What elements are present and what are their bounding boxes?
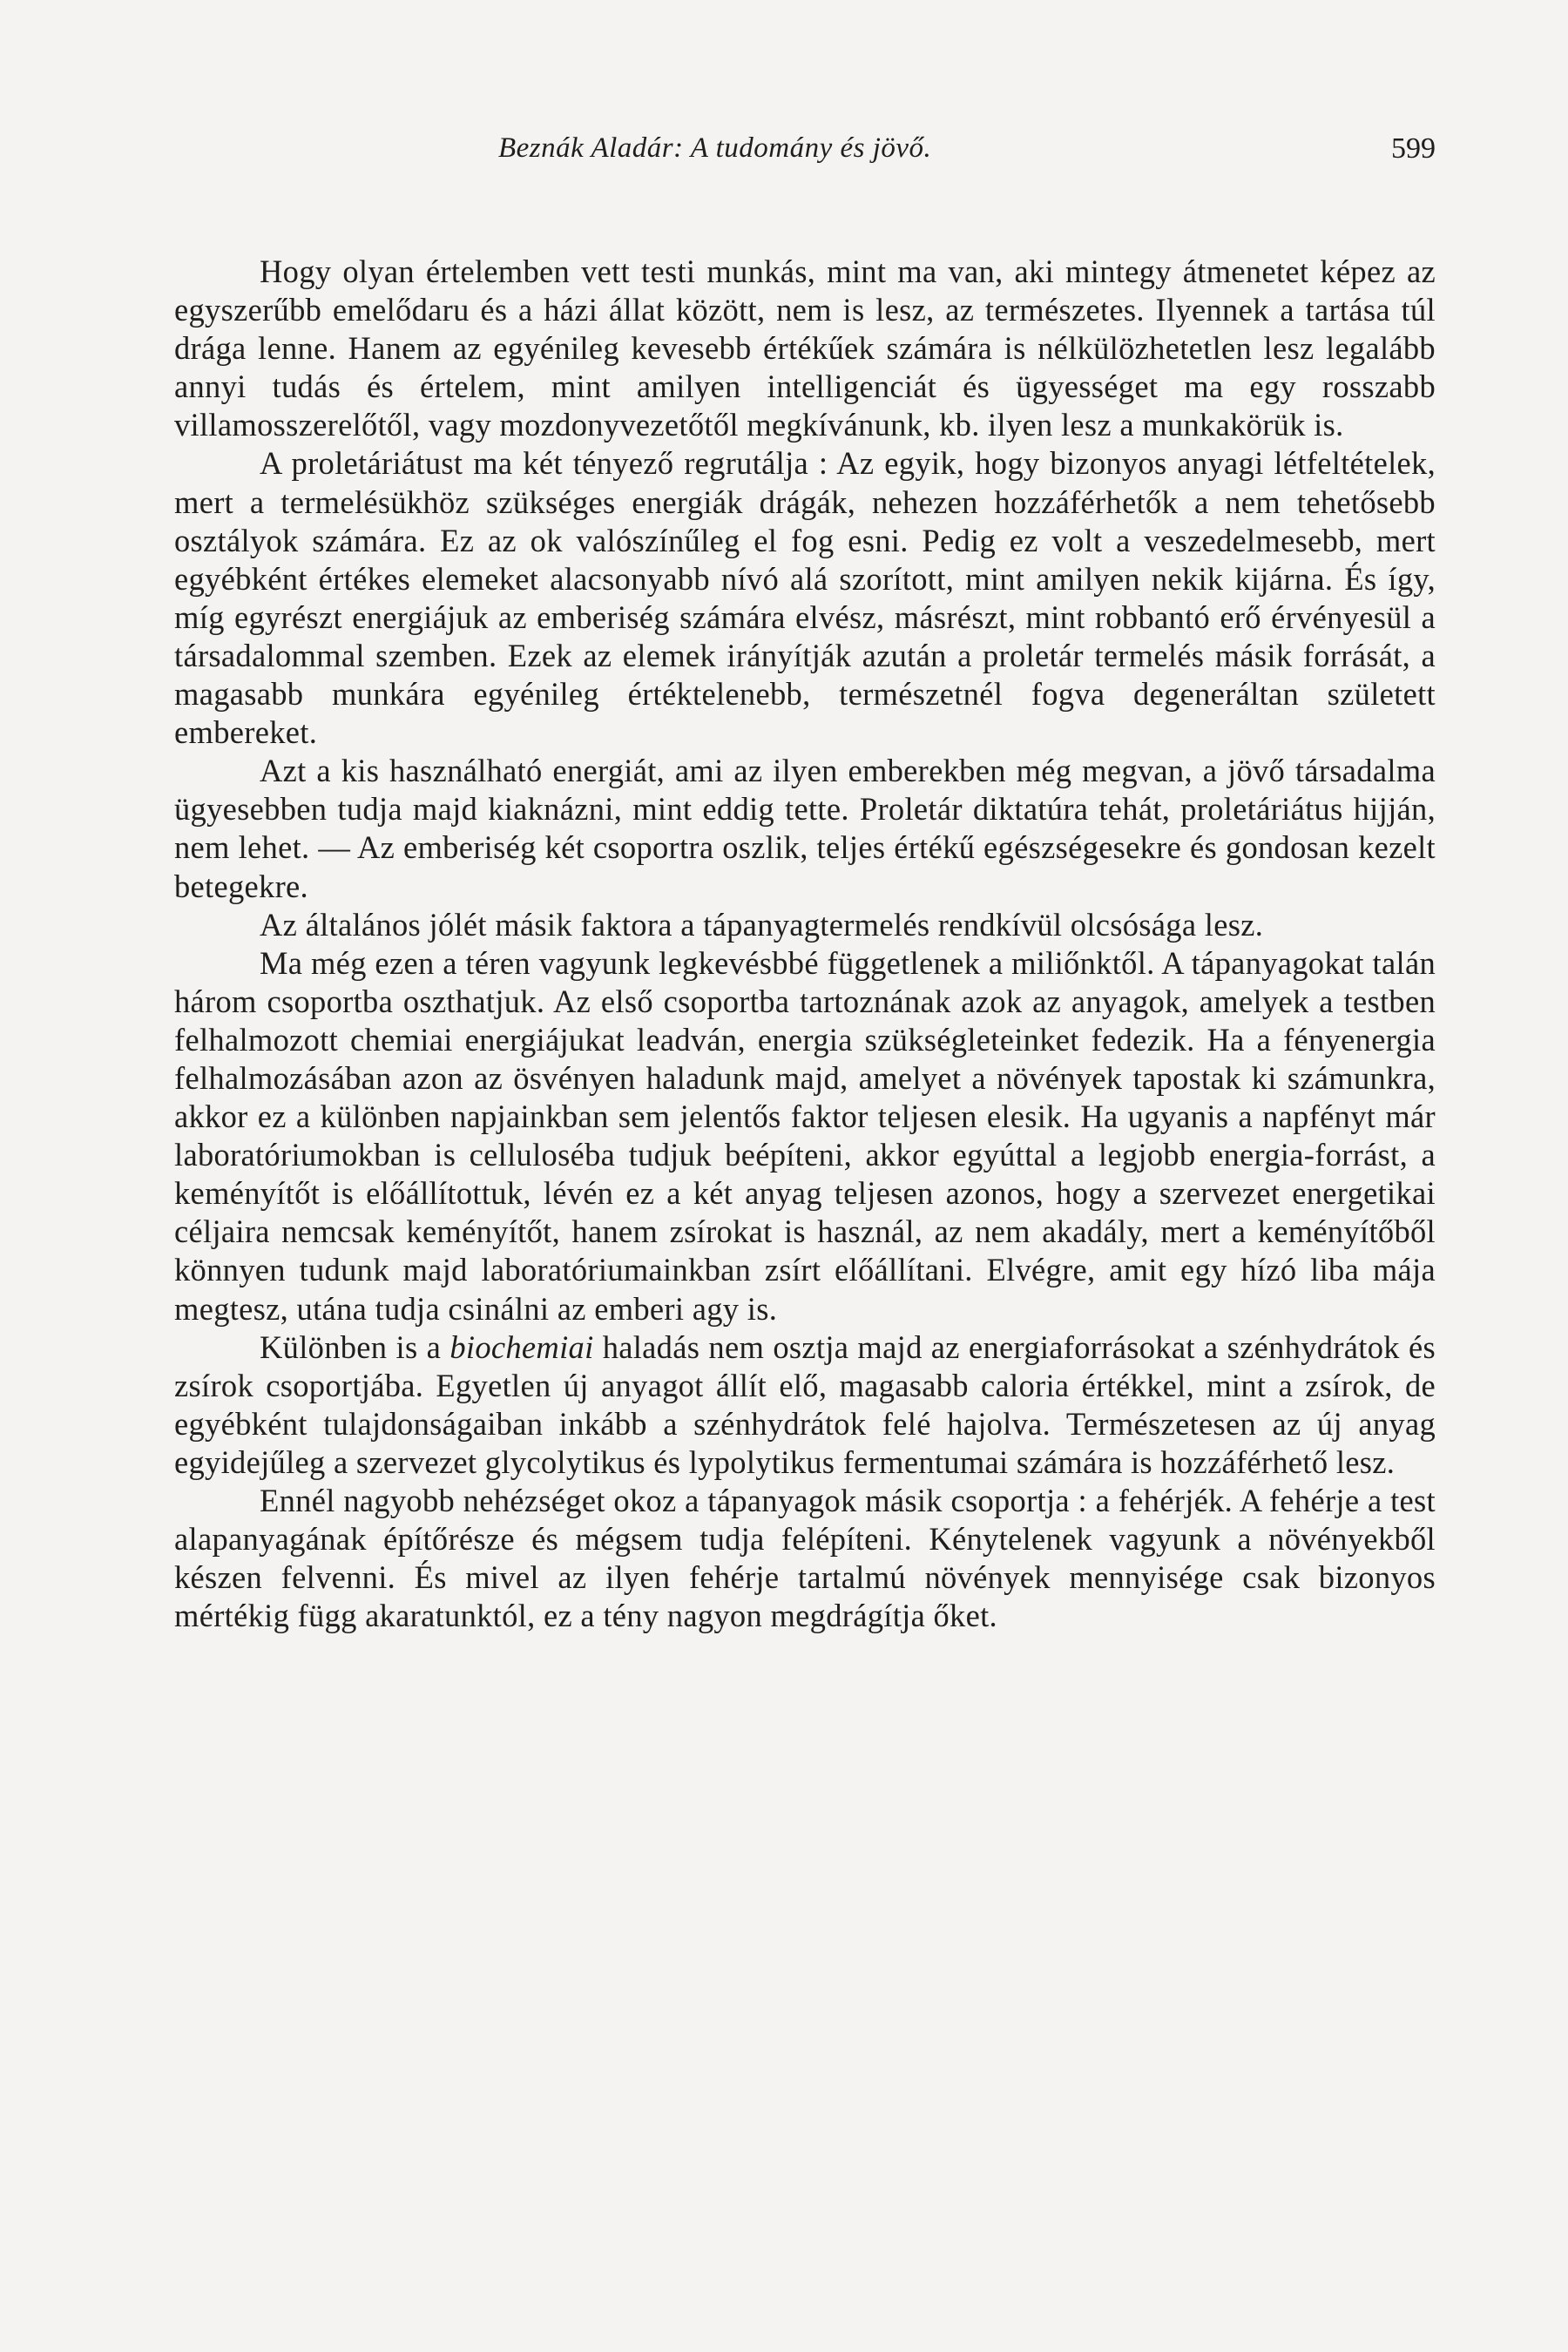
article-body (174, 253, 1436, 1635)
paragraph-1: Hogy olyan értelemben vett testi munkás, mint ma van, aki mintegy átmenetet képez az egyszerűbb emelődaru és a házi állat között, nem is lesz, az természetes. Ilyennek a tartása túl drága lenne. Hanem az egyénileg kevesebb értékűek számára is nélkülözhetetlen lesz legalább annyi tudás és értelem, mint amilyen intelligenciát és ügyességet ma egy rosszabb villamosszerelőtől, vagy mozdonyvezetőtől megkívánunk, kb. ilyen lesz a munkakörük is. (174, 253, 1436, 443)
paragraph-4: Az általános jólét másik faktora a tápanyagtermelés rendkívül olcsósága lesz. (260, 906, 1264, 943)
paragraph-6-rest: haladás nem osztja majd az energiaforrásokat a szénhydrátok és zsírok csoportjába. Egyetlen új anyagot állít elő, magasabb caloria értékkel, mint a zsírok, de egyébként tulajdonságaiban inkább a szénhydrátok felé hajolva. Természetesen az új anyag egyidejűleg a szervezet glycolytikus és lypolytikus fermentumai számára is hozzáférhető lesz. (174, 1328, 1436, 1480)
emphasized-term: biochemiai (449, 1328, 594, 1365)
paragraph-5: Ma még ezen a téren vagyunk legkevésbbé függetlenek a miliőnktől. A tápanyagokat talán három csoportba oszthatjuk. Az első csoportba tartoznának azok az anyagok, amelyek a testben felhalmozott chemiai energiájukat leadván, energia szükségleteinket fedezik. Ha a fényenergia felhalmozásában azon az ösvényen haladunk majd, amelyet a növények tapostak ki számunkra, akkor ez a különben napjainkban sem jelentős faktor teljesen elesik. Ha ugyanis a napfényt már laboratóriumokban is cellulosébа tudjuk beépíteni, akkor egyúttal a legjobb energia-forrást, a keményítőt is előállítottuk, lévén ez a két anyag teljesen azonos, hogy a szervezet energetikai céljaira nemcsak keményítőt, hanem zsírokat is használ, az nem akadály, mert a keményítőből könnyen tudunk majd laboratóriumainkban zsírt előállítani. Elvégre, amit egy hízó liba mája megtesz, utána tudja csinálni az emberi agy is. (174, 944, 1436, 1327)
paragraph-6-start: Különben is a (260, 1328, 450, 1365)
paragraph-3: Azt a kis használható energiát, ami az ilyen emberekben még megvan, a jövő társadalma ügyesebben tudja majd kiaknázni, mint eddig tette. Proletár diktatúra tehát, proletáriátus hijján, nem lehet. — Az emberiség két csoportra oszlik, teljes értékű egészségesekre és gondosan kezelt betegekre. (174, 753, 1436, 904)
page-header (174, 132, 1436, 176)
paragraph-7: Ennél nagyobb nehézséget okoz a tápanyagok másik csoportja : a fehérjék. A fehérje a test alapanyagának építőrésze és mégsem tudja felépíteni. Kénytelenek vagyunk a növényekből készen felvenni. És mivel az ilyen fehérje tartalmú növények mennyisége csak bizonyos mértékig függ akaratunktól, ez a tény nagyon megdrágítja őket. (174, 1483, 1436, 1634)
page-number: 599 (1391, 132, 1436, 165)
paragraph-6 (174, 1328, 1436, 1482)
running-title: Beznák Aladár: A tudomány és jövő. (498, 132, 932, 164)
paragraph-2: A proletáriátust ma két tényező regrutálja : Az egyik, hogy bizonyos anyagi létfeltételek, mert a termelésükhöz szükséges energiák drágák, nehezen hozzáférhetők a nem tehetősebb osztályok számára. Ez az ok valószínűleg el fog esni. Pedig ez volt a veszedelmesebb, mert egyébként értékes elemeket alacsonyabb nívó alá szorított, mint amilyen nekik kijárna. És így, míg egyrészt energiájuk az emberiség számára elvész, másrészt, mint robbantó erő érvényesül a társadalommal szemben. Ezek az elemek irányítják azután a proletár termelés másik forrását, a magasabb munkára egyénileg értéktelenebb, természetnél fogva degeneráltan született embereket. (174, 445, 1436, 751)
